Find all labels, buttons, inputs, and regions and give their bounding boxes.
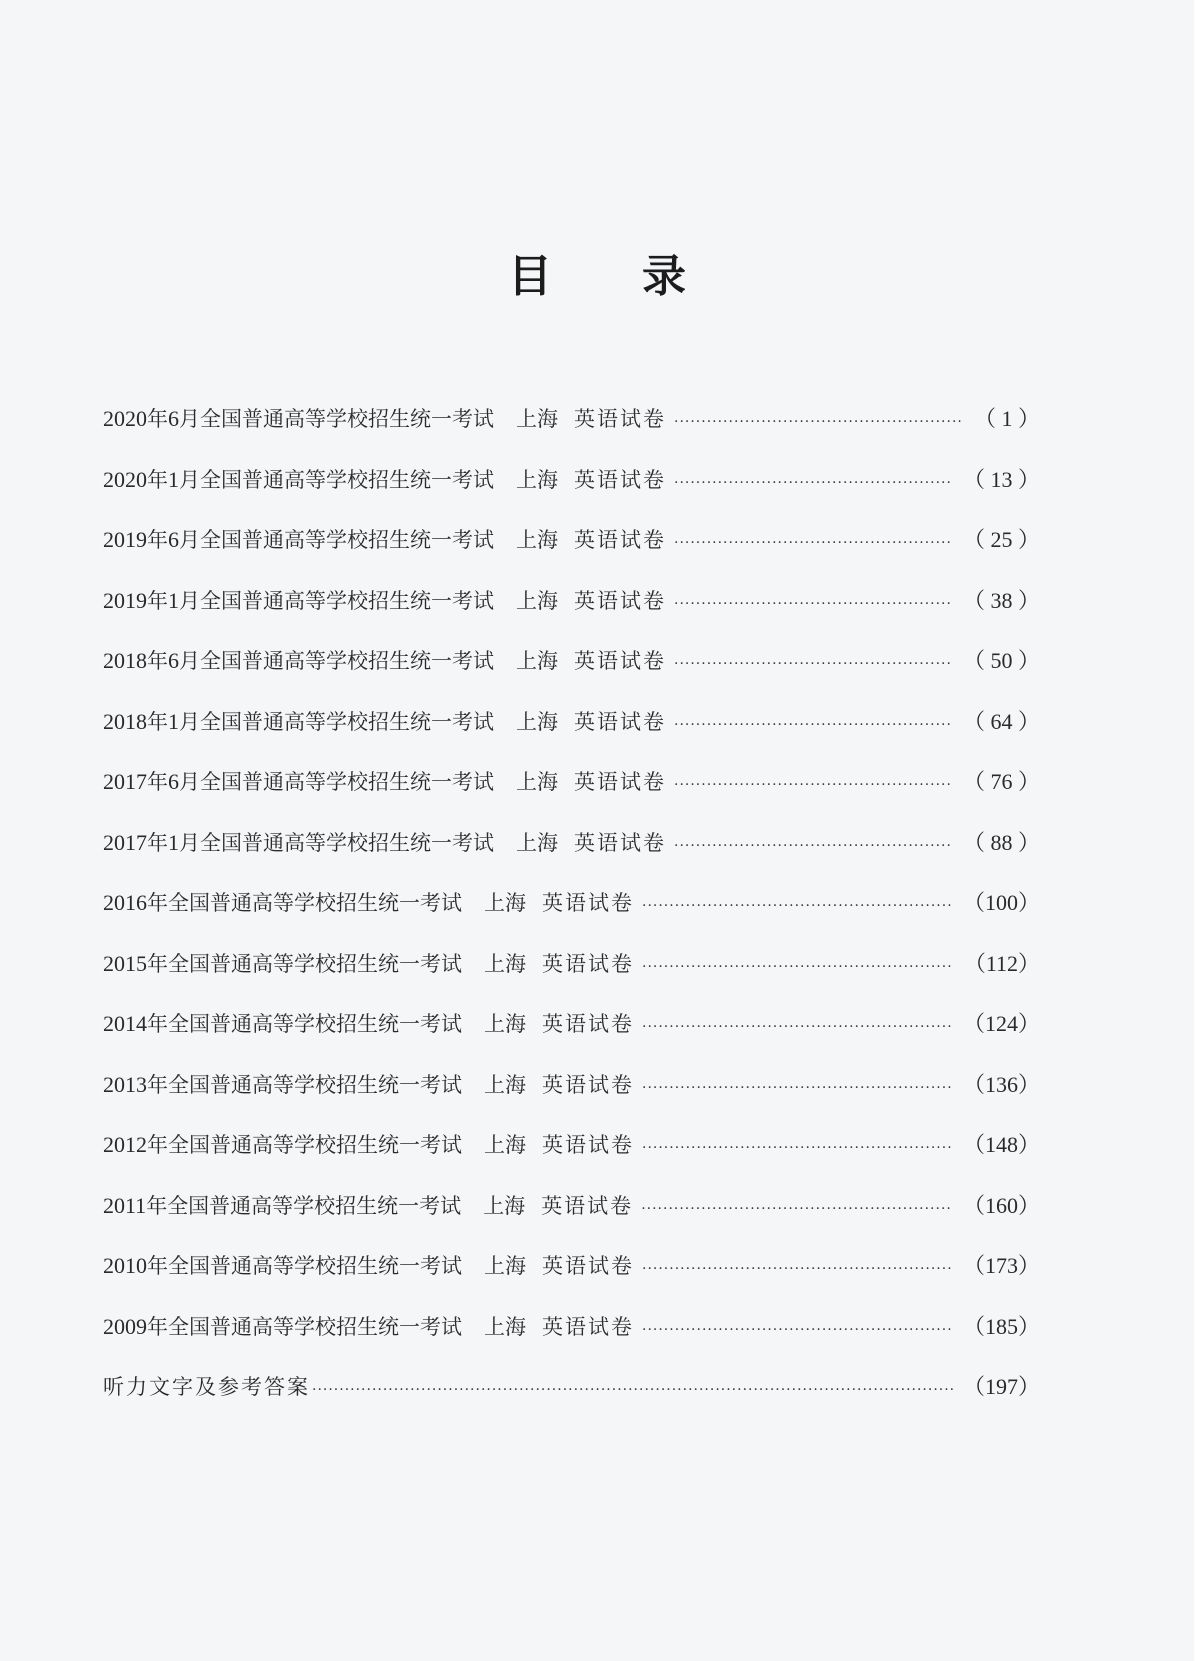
- toc-entry[interactable]: [103, 886, 1040, 947]
- month-suffix: 月: [179, 467, 200, 492]
- entry-page: （100）: [962, 890, 1040, 915]
- entry-year: 2020: [103, 466, 147, 492]
- year-suffix: 年: [147, 951, 168, 976]
- entry-page: （185）: [962, 1313, 1040, 1339]
- year-suffix: 年: [147, 1254, 168, 1278]
- entry-exam: 全国普通高等学校招生统一考试: [168, 1133, 462, 1157]
- entry-month: 6: [168, 406, 179, 431]
- entry-page: （112）: [963, 950, 1040, 976]
- month-suffix: 月: [179, 588, 200, 613]
- entry-subject: 英语试卷: [574, 407, 666, 431]
- toc-entry[interactable]: [103, 523, 1040, 584]
- toc-entry[interactable]: [103, 463, 1040, 524]
- toc-entry[interactable]: [103, 705, 1040, 766]
- toc-entry[interactable]: [103, 765, 1040, 826]
- toc-entry[interactable]: [103, 402, 1040, 463]
- entry-year: 2009: [103, 1313, 147, 1339]
- entry-region: 上海: [516, 830, 558, 855]
- month-suffix: 月: [179, 770, 200, 794]
- entry-exam: 全国普通高等学校招生统一考试: [200, 649, 494, 673]
- entry-subject: 英语试卷: [574, 528, 666, 552]
- toc-entry[interactable]: [103, 584, 1040, 645]
- toc-entry[interactable]: [103, 826, 1040, 887]
- entry-year: 2018: [103, 648, 147, 673]
- entry-year: 2020: [103, 406, 147, 431]
- dot-leader: [674, 535, 953, 551]
- month-suffix: 月: [179, 528, 200, 552]
- entry-page: （173）: [962, 1253, 1040, 1278]
- entry-year: 2018: [103, 708, 147, 734]
- entry-exam: 全国普通高等学校招生统一考试: [168, 951, 462, 976]
- toc-entry[interactable]: [103, 1128, 1040, 1189]
- answers-label: 听力文字及参考答案: [103, 1375, 310, 1399]
- entry-subject: 英语试卷: [542, 1254, 634, 1278]
- entry-page: （148）: [962, 1132, 1040, 1157]
- entry-page: （ 88 ）: [962, 829, 1040, 855]
- toc-entry[interactable]: [103, 1068, 1040, 1129]
- year-suffix: 年: [147, 830, 168, 855]
- entry-year: 2017: [103, 769, 147, 794]
- entry-subject: 英语试卷: [541, 1193, 634, 1218]
- entry-subject: 英语试卷: [574, 770, 666, 794]
- entry-page: （ 1 ）: [973, 406, 1040, 431]
- entry-region: 上海: [484, 951, 526, 976]
- year-suffix: 年: [147, 588, 168, 613]
- entry-page: （ 50 ）: [962, 648, 1040, 673]
- toc-entry-answers[interactable]: [103, 1370, 1040, 1431]
- entry-subject: 英语试卷: [542, 1072, 634, 1097]
- entry-year: 2011: [103, 1192, 147, 1218]
- entry-page: （ 38 ）: [962, 587, 1040, 613]
- year-suffix: 年: [147, 467, 168, 492]
- entry-region: 上海: [516, 770, 558, 794]
- entry-month: 1: [168, 829, 179, 855]
- entry-exam: 全国普通高等学校招生统一考试: [200, 770, 494, 794]
- toc-entry[interactable]: [103, 1189, 1040, 1250]
- year-suffix: 年: [147, 1133, 168, 1157]
- dot-leader: [642, 1140, 953, 1156]
- year-suffix: 年: [147, 649, 168, 673]
- entry-subject: 英语试卷: [542, 1314, 634, 1339]
- entry-year: 2012: [103, 1132, 147, 1157]
- dot-leader: [674, 717, 953, 733]
- entry-year: 2019: [103, 587, 147, 613]
- entry-page: （136）: [962, 1071, 1040, 1097]
- dot-leader: [312, 1382, 953, 1398]
- entry-exam: 全国普通高等学校招生统一考试: [167, 1193, 462, 1218]
- month-suffix: 月: [179, 649, 200, 673]
- entry-subject: 英语试卷: [542, 951, 634, 976]
- entry-exam: 全国普通高等学校招生统一考试: [168, 1254, 462, 1278]
- entry-region: 上海: [483, 1193, 526, 1218]
- dot-leader: [642, 1019, 953, 1035]
- title-char-1: 目: [508, 251, 552, 302]
- entry-page: （ 76 ）: [962, 769, 1040, 794]
- entry-page: （ 13 ）: [962, 466, 1040, 492]
- entry-year: 2015: [103, 950, 147, 976]
- toc-entry[interactable]: [103, 644, 1040, 705]
- entry-month: 1: [168, 587, 179, 613]
- year-suffix: 年: [147, 1072, 168, 1097]
- entry-subject: 英语试卷: [542, 1133, 634, 1157]
- dot-leader: [674, 414, 964, 430]
- entry-year: 2016: [103, 890, 147, 915]
- entry-exam: 全国普通高等学校招生统一考试: [168, 1072, 462, 1097]
- entry-region: 上海: [484, 1012, 526, 1036]
- dot-leader: [641, 1201, 953, 1217]
- entry-region: 上海: [516, 588, 558, 613]
- year-suffix: 年: [147, 1012, 168, 1036]
- entry-exam: 全国普通高等学校招生统一考试: [168, 891, 462, 915]
- entry-region: 上海: [516, 528, 558, 552]
- entry-year: 2010: [103, 1253, 147, 1278]
- entry-year: 2014: [103, 1011, 147, 1036]
- table-of-contents: [103, 402, 1040, 1431]
- entry-month: 1: [168, 466, 179, 492]
- entry-subject: 英语试卷: [574, 709, 666, 734]
- entry-region: 上海: [484, 1254, 526, 1278]
- entry-page: （ 25 ）: [962, 527, 1040, 552]
- dot-leader: [674, 656, 953, 672]
- dot-leader: [674, 475, 953, 491]
- dot-leader: [642, 959, 954, 975]
- toc-entry[interactable]: [103, 1310, 1040, 1371]
- entry-year: 2013: [103, 1071, 147, 1097]
- entry-region: 上海: [516, 407, 558, 431]
- page-title: [0, 240, 1194, 304]
- toc-entry[interactable]: [103, 947, 1040, 1008]
- title-char-2: 录: [642, 251, 686, 302]
- entry-exam: 全国普通高等学校招生统一考试: [200, 709, 494, 734]
- entry-region: 上海: [516, 649, 558, 673]
- entry-year: 2017: [103, 829, 147, 855]
- entry-subject: 英语试卷: [542, 891, 634, 915]
- entry-exam: 全国普通高等学校招生统一考试: [200, 588, 494, 613]
- entry-subject: 英语试卷: [574, 588, 666, 613]
- dot-leader: [642, 1080, 953, 1096]
- year-suffix: 年: [147, 709, 168, 734]
- month-suffix: 月: [179, 830, 200, 855]
- entry-month: 1: [168, 708, 179, 734]
- dot-leader: [674, 838, 953, 854]
- entry-page: （ 64 ）: [962, 708, 1040, 734]
- entry-subject: 英语试卷: [574, 649, 666, 673]
- entry-exam: 全国普通高等学校招生统一考试: [200, 407, 494, 431]
- year-suffix: 年: [146, 1193, 168, 1218]
- entry-exam: 全国普通高等学校招生统一考试: [200, 467, 494, 492]
- entry-exam: 全国普通高等学校招生统一考试: [200, 830, 494, 855]
- answers-page: （197）: [962, 1374, 1040, 1399]
- entry-page: （160）: [962, 1192, 1040, 1218]
- dot-leader: [642, 1261, 953, 1277]
- entry-month: 6: [168, 527, 179, 552]
- entry-region: 上海: [484, 1314, 526, 1339]
- toc-entry[interactable]: [103, 1007, 1040, 1068]
- entry-exam: 全国普通高等学校招生统一考试: [168, 1012, 462, 1036]
- year-suffix: 年: [147, 528, 168, 552]
- entry-month: 6: [168, 648, 179, 673]
- dot-leader: [674, 777, 953, 793]
- entry-region: 上海: [484, 1133, 526, 1157]
- entry-region: 上海: [484, 1072, 526, 1097]
- entry-subject: 英语试卷: [574, 467, 666, 492]
- year-suffix: 年: [147, 407, 168, 431]
- year-suffix: 年: [147, 891, 168, 915]
- entry-region: 上海: [516, 709, 558, 734]
- entry-month: 6: [168, 769, 179, 794]
- year-suffix: 年: [147, 1314, 168, 1339]
- month-suffix: 月: [179, 407, 200, 431]
- year-suffix: 年: [147, 770, 168, 794]
- dot-leader: [642, 898, 953, 914]
- month-suffix: 月: [179, 709, 200, 734]
- dot-leader: [642, 1322, 953, 1338]
- entry-page: （124）: [962, 1011, 1040, 1036]
- entry-exam: 全国普通高等学校招生统一考试: [200, 528, 494, 552]
- toc-entry[interactable]: [103, 1249, 1040, 1310]
- entry-subject: 英语试卷: [542, 1012, 634, 1036]
- entry-region: 上海: [484, 891, 526, 915]
- entry-exam: 全国普通高等学校招生统一考试: [168, 1314, 462, 1339]
- entry-subject: 英语试卷: [574, 830, 666, 855]
- dot-leader: [674, 596, 953, 612]
- entry-region: 上海: [516, 467, 558, 492]
- entry-year: 2019: [103, 527, 147, 552]
